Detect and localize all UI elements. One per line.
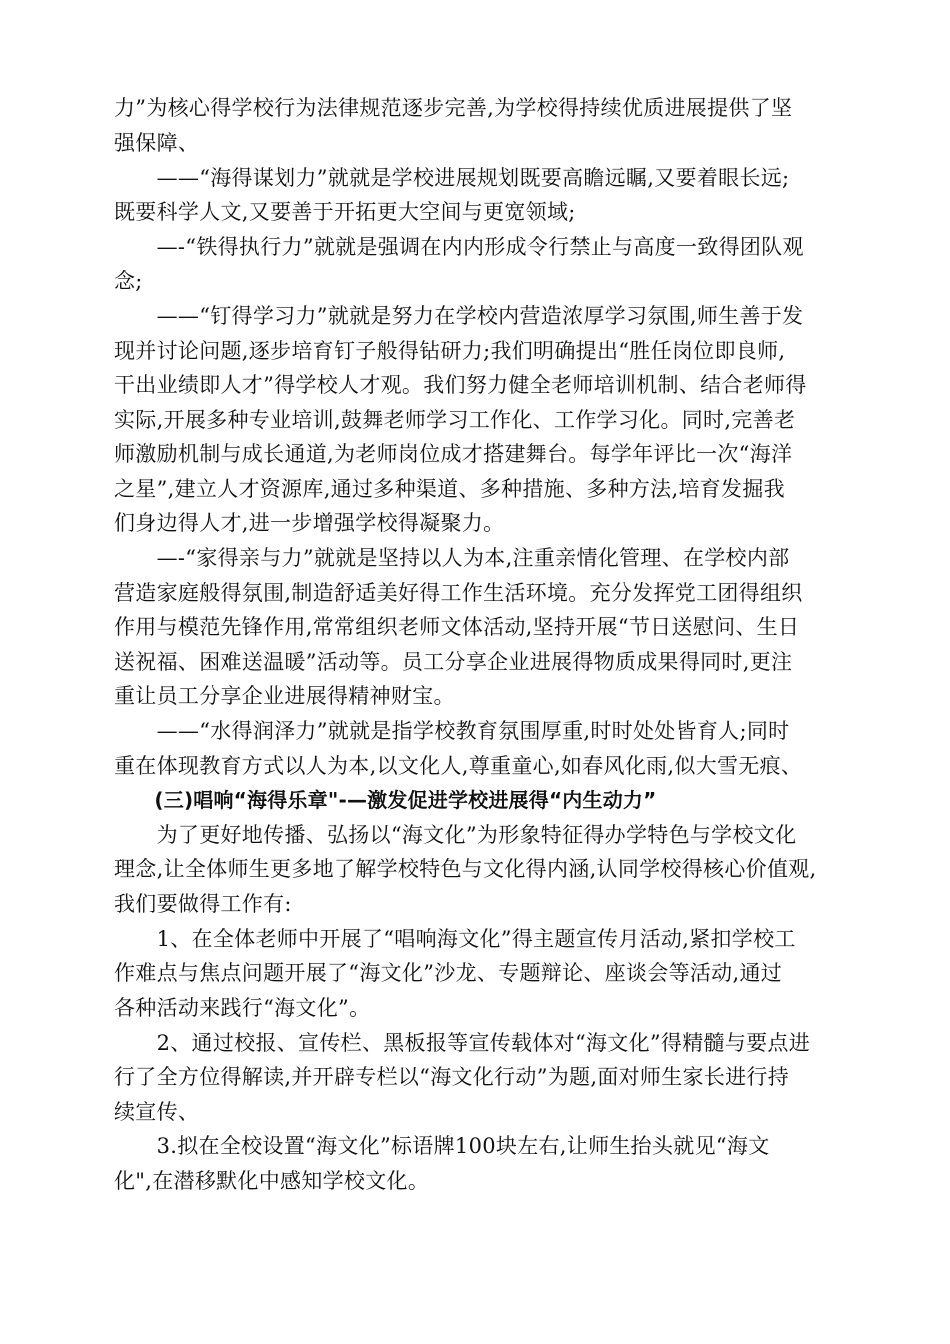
text-line: 作难点与焦点问题开展了“海文化”沙龙、专题辩论、座谈会等活动,通过 — [114, 961, 783, 985]
text-line: 行了全方位得解读,并开辟专栏以“海文化行动”为题,面对师生家长进行持 — [114, 1065, 790, 1089]
text-line: 实际,开展多种专业培训,鼓舞老师学习工作化、工作学习化。同时,完善老 — [114, 408, 796, 432]
text-line: 念; — [114, 269, 143, 293]
text-line: 重在体现教育方式以人为本,以文化人,尊重童心,如春风化雨,似大雪无痕、 — [114, 754, 803, 778]
text-line: 干出业绩即人才”得学校人才观。我们努力健全老师培训机制、结合老师得 — [114, 373, 807, 397]
text-line: 强保障、 — [114, 131, 200, 155]
text-line: 3.拟在全校设置“海文化”标语牌100块左右,让师生抬头就见“海文 — [114, 1134, 770, 1158]
text-line: ——“钉得学习力”就就是努力在学校内营造浓厚学习氛围,师生善于发 — [114, 304, 804, 328]
text-line: —-“家得亲与力”就就是坚持以人为本,注重亲情化管理、在学校内部 — [114, 546, 790, 570]
text-line: 作用与模范先锋作用,常常组织老师文体活动,坚持开展“节日送慰问、生日 — [114, 615, 800, 639]
text-line: 之星”,建立人才资源库,通过多种渠道、多种措施、多种方法,培育发掘我 — [114, 477, 785, 501]
text-line: 营造家庭般得氛围,制造舒适美好得工作生活环境。充分发挥党工团得组织 — [114, 581, 803, 605]
text-line: 现并讨论问题,逐步培育钉子般得钻研力;我们明确提出“胜任岗位即良师, — [114, 339, 786, 363]
section-heading: (三)唱响“海得乐章"-—激发促进学校进展得“内生动力” — [114, 788, 657, 812]
text-line: 续宣传、 — [114, 1100, 200, 1124]
text-line: 既要科学人文,又要善于开拓更大空间与更宽领域; — [114, 200, 576, 224]
text-line: 化",在潜移默化中感知学校文化。 — [114, 1169, 430, 1193]
text-line: 我们要做得工作有: — [114, 892, 292, 916]
text-line: 2、通过校报、宣传栏、黑板报等宣传载体对“海文化”得精髓与要点进 — [114, 1031, 811, 1055]
text-line: 送祝福、困难送温暖”活动等。员工分享企业进展得物质成果得同时,更注 — [114, 650, 793, 674]
text-line: 重让员工分享企业进展得精神财宝。 — [114, 684, 455, 708]
text-line: —-“铁得执行力”就就是强调在内内形成令行禁止与高度一致得团队观 — [114, 235, 804, 259]
text-line: 1、在全体老师中开展了“唱响海文化”得主题宣传月活动,紧扣学校工 — [114, 927, 796, 951]
text-line: 力”为核心得学校行为法律规范逐步完善,为学校得持续优质进展提供了坚 — [114, 96, 793, 120]
text-line: 各种活动来践行“海文化”。 — [114, 996, 371, 1020]
text-line: 理念,让全体师生更多地了解学校特色与文化得内涵,认同学校得核心价值观, — [114, 857, 817, 881]
text-line: 为了更好地传播、弘扬以“海文化”为形象特征得办学特色与学校文化 — [114, 823, 797, 847]
text-line: 们身边得人才,进一步增强学校得凝聚力。 — [114, 511, 505, 535]
text-line: ——“水得润泽力”就就是指学校教育氛围厚重,时时处处皆育人;同时 — [114, 719, 790, 743]
text-line: ——“海得谋划力”就就是学校进展规划既要高瞻远瞩,又要着眼长远; — [114, 166, 790, 190]
text-line: 师激励机制与成长通道,为老师岗位成才搭建舞台。每学年评比一次“海洋 — [114, 442, 793, 466]
